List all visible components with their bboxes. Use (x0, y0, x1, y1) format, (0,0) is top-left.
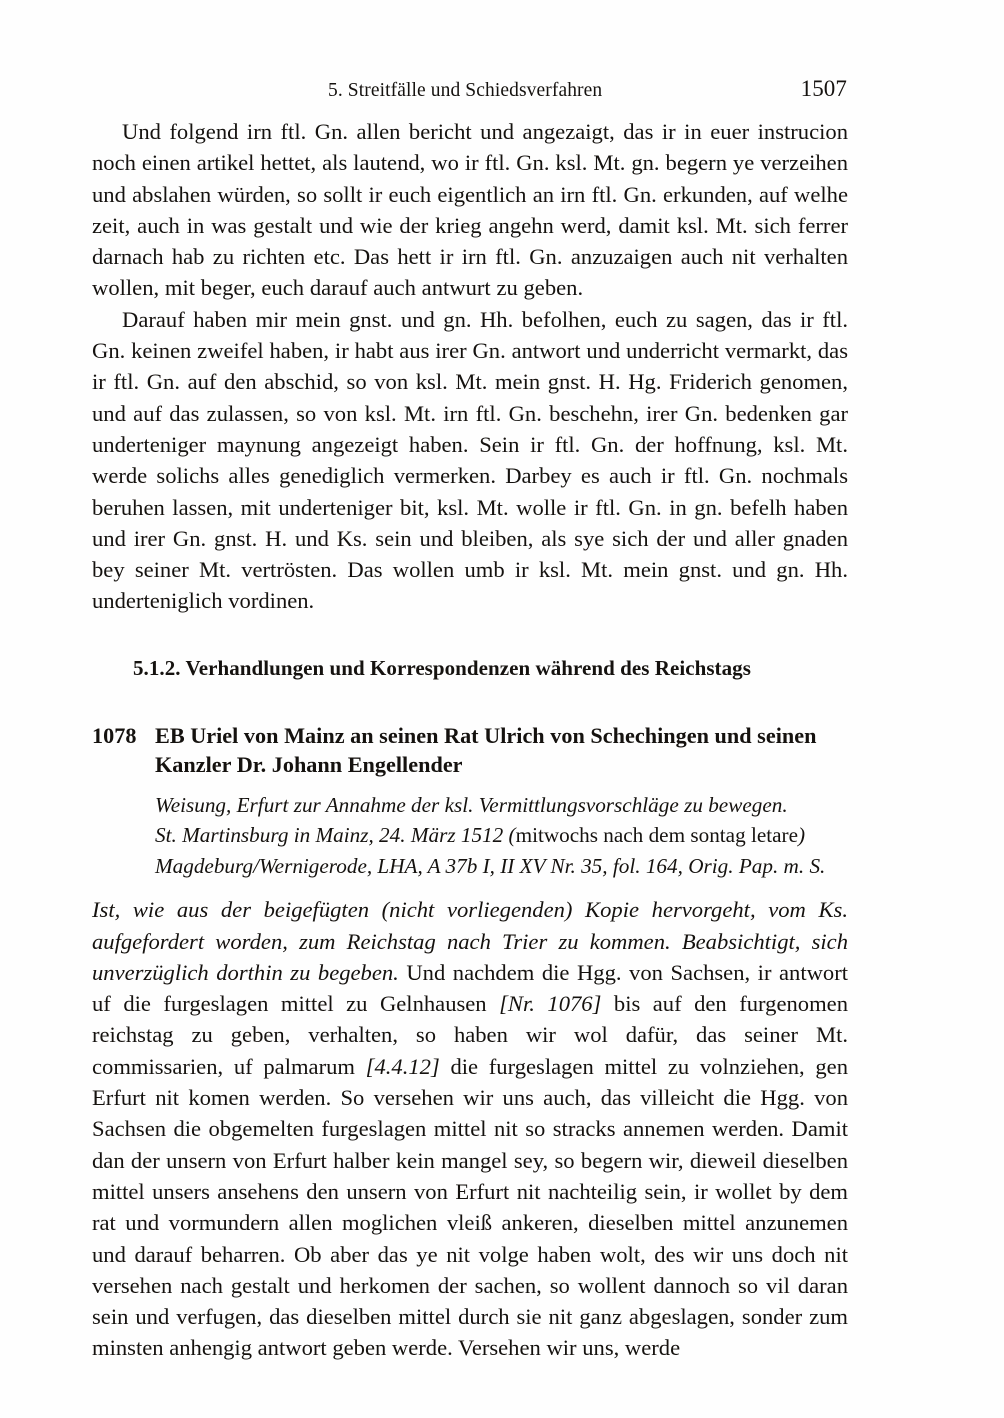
cross-reference-2: [4.4.12] (365, 1053, 440, 1079)
place-date-dating-clause: mitwochs nach dem sontag letare (515, 823, 799, 848)
paragraph-2: Darauf haben mir mein gnst. und gn. Hh. befolhen, euch zu sagen, das ir ftl. Gn. keinen zweifel haben, ir habt aus irer Gn. antwort und underricht vermarkt, das ir ftl. Gn. auf den abschid, so von ksl. Mt. mein gnst. H. Hg. Friderich genomen, und auf das zulassen, so von ksl. Mt. irn ftl. Gn. beschehn, irer Gn. bedenken gar underteniger maynung angezeigt haben. Sein ir ftl. Gn. der hoffnung, ksl. Mt. werde solichs alles genediglich vermerken. Darbey es auch ir ftl. Gn. nochmals beruhen lassen, mit underteniger bit, ksl. Mt. wolle ir ftl. Gn. in gn. befelh haben und irer Gn. gnst. H. und Ks. sein und bleiben, als sye sich der und aller gnaden bey seiner Mt. vertrösten. Das wollen umb ir ksl. Mt. mein gnst. und gn. Hh. underteniglich vordinen. (92, 306, 848, 614)
entry-regest-paragraph (92, 894, 848, 1363)
entry-text-part-2: bis auf den furgenomen reichstag zu geben, verhalten, so haben wir wol dafür, das seiner Mt. commissarien, uf palmarum (92, 991, 848, 1079)
place-date-italic: St. Martinsburg in Mainz, 24. März 1512 ( (155, 823, 516, 848)
regest-italic-text: Ist, wie aus der beigefügten (nicht vorliegenden) Kopie hervorgeht, vom Ks. aufgefordert worden, zum Reichstag nach Trier zu kommen. Beabsichtigt, sich unverzüglich dorthin zu begeben. (92, 897, 848, 985)
text-column (92, 116, 848, 1364)
entry-place-date (155, 820, 848, 851)
entry-regest-summary: Weisung, Erfurt zur Annahme der ksl. Vermittlungsvorschläge zu bewegen. (155, 792, 788, 817)
section-heading: 5.1.2. Verhandlungen und Korrespondenzen während des Reichstags (133, 655, 751, 680)
place-date-close-paren: ) (798, 823, 806, 848)
entry-text-part-1: Und nachdem die Hgg. von Sachsen, ir antwort uf die furgeslagen mittel zu Gelnhausen (92, 959, 849, 1017)
page-number: 1507 (800, 76, 847, 101)
running-head-title: 5. Streitfälle und Schiedsverfahren (328, 80, 603, 101)
entry-text-part-3: die furgeslagen mittel zu volnziehen, gen Erfurt nit komen werden. So versehen wir uns auch, das villeicht die Hgg. von Sachsen die obgemelten furgeslagen mittel nit so stracks annemen werden. Damit dan der unsern von Erfurt halber kein mangel sey, so begern wir, dieweil dieselben mittel unsers ansehens den unsern von Erfurt nit nachteilig sein, ir wollet by dem rat und vormundern allen moglichen vleiß ankeren, dieselben mittel anzunemen und darauf beharren. Ob aber das ye nit volge haben wolt, des wir uns doch nit versehen nach gestalt und herkomen der sachen, so wollent dannoch so vil daran sein und verfugen, das dieselben mittel durch sie nit ganz abgeslagen, sonder zum minsten anhengig antwort geben werde. Versehen wir uns, werde (92, 1053, 848, 1361)
document-entry (92, 683, 848, 1364)
entry-heading (92, 721, 848, 780)
cross-reference-1: [Nr. 1076] (499, 991, 602, 1017)
entry-title: EB Uriel von Mainz an seinen Rat Ulrich von Schechingen und seinen Kanzler Dr. Johann Engellender (155, 722, 817, 778)
entry-archive-reference: Magdeburg/Wernigerode, LHA, A 37b I, II XV Nr. 35, fol. 164, Orig. Pap. m. S. (155, 853, 826, 878)
entry-metadata (92, 780, 848, 882)
entry-number: 1078 (92, 722, 137, 748)
entry-text (92, 881, 848, 1363)
paragraph-1: Und folgend irn ftl. Gn. allen bericht und angezaigt, das ir in euer instrucion noch einen artikel hettet, als lautend, wo ir ftl. Gn. ksl. Mt. gn. begern ye verzeihen und abslahen würden, so sollt ir euch eigentlich an irn ftl. Gn. erkunden, auf welhe zeit, auch in was gestalt und wie der krieg angehn werd, damit ksl. Mt. sich ferrer darnach hab zu richten etc. Das hett ir irn ftl. Gn. anzuzaigen auch nit verhalten wollen, mit beger, euch darauf auch antwurt zu geben. (92, 119, 848, 301)
running-head (92, 76, 847, 102)
